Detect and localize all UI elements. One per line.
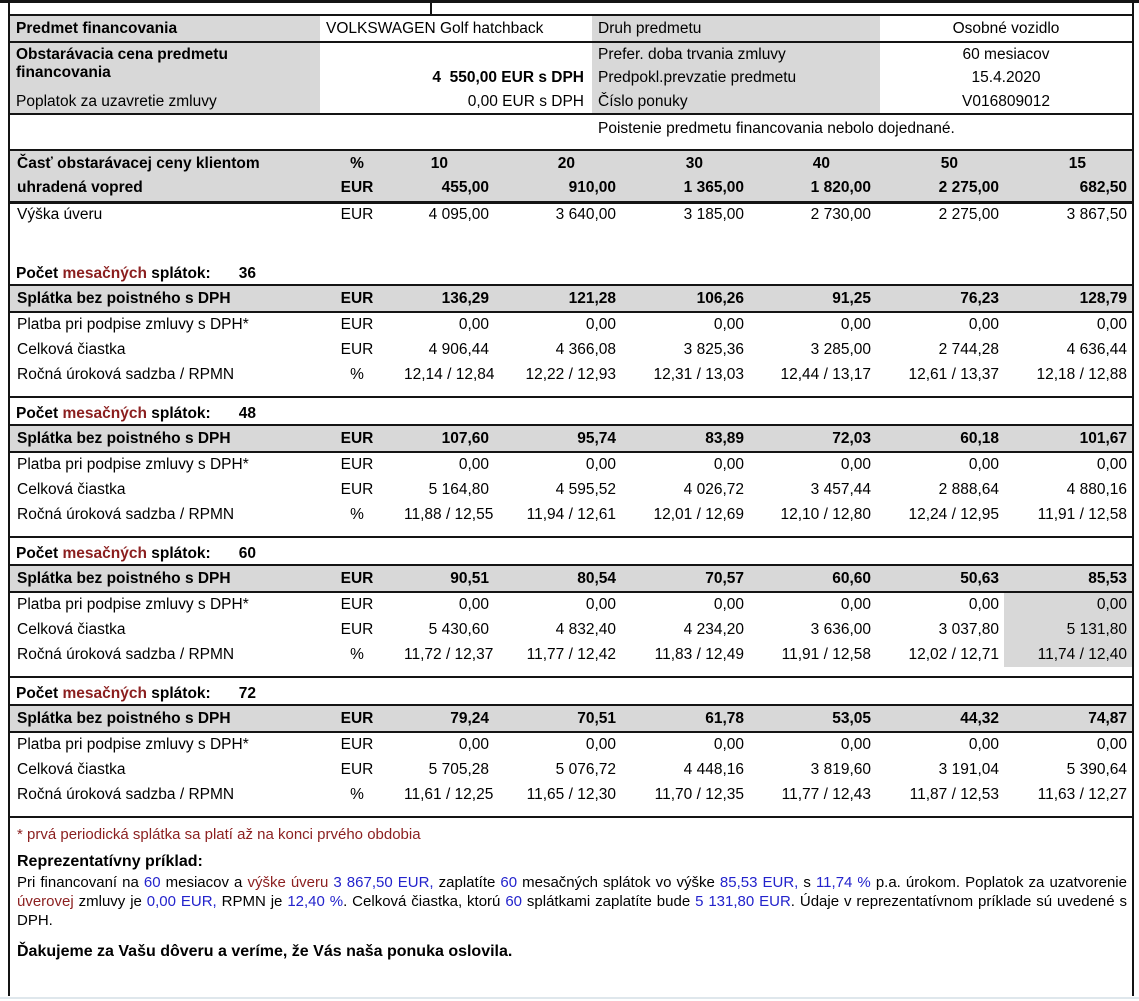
example-segment: 60 <box>505 893 522 910</box>
insurance-note: Poistenie predmetu financovania nebolo dojednané. <box>592 114 1132 143</box>
empty-cell <box>10 114 592 143</box>
row-label: Splátka bez poistného s DPH <box>10 285 316 312</box>
value-cell: 5 076,72 <box>555 760 616 778</box>
title-text: Počet <box>16 405 63 423</box>
downpayment-percent-cell: 50 <box>876 150 1004 176</box>
installment-cell: 70,57 <box>621 565 749 592</box>
row-label: Platba pri podpise zmluvy s DPH* <box>17 456 249 474</box>
example-segment: 60 <box>500 874 518 891</box>
value-cell: 0,00 <box>840 596 871 614</box>
example-segment: úverovej <box>17 893 74 910</box>
section-title-row <box>10 257 1132 285</box>
value-cell: 5 390,64 <box>1066 760 1127 778</box>
spacer-row <box>10 227 1132 257</box>
value-cell: 0,00 <box>585 316 616 334</box>
downpayment-header-row <box>10 150 1132 176</box>
data-row <box>10 782 1132 807</box>
object-type-label: Druh predmetu <box>592 15 880 42</box>
unit-cell: % <box>316 150 398 176</box>
price-value: 4 550,00 EUR s DPH <box>432 69 584 87</box>
title-text: splátok: <box>146 405 211 423</box>
value-cell: 3 037,80 <box>938 620 999 638</box>
example-segment: mesačných splátok vo výške <box>517 874 720 891</box>
title-text: Počet <box>16 685 63 703</box>
unit-cell: EUR <box>340 736 374 754</box>
example-segment: s <box>798 874 816 891</box>
loan-amount-cell: 3 867,50 <box>1066 206 1127 224</box>
unit-cell: % <box>350 505 364 523</box>
title-text: Počet <box>16 545 63 563</box>
value-cell: 12,24 / 12,95 <box>908 505 999 523</box>
months-count: 72 <box>238 685 256 703</box>
value-cell: 11,61 / 12,25 <box>404 785 494 803</box>
value-cell: 0,00 <box>713 596 744 614</box>
price-label: Obstarávacia cena predmetu financovania <box>10 42 320 90</box>
unit-cell: EUR <box>340 340 374 358</box>
value-cell: 4 906,44 <box>428 340 489 358</box>
example-segment: 85,53 EUR, <box>719 874 799 891</box>
data-row <box>10 337 1132 362</box>
unit-cell: % <box>350 785 364 803</box>
installment-cell: 136,29 <box>398 285 494 312</box>
fee-label: Poplatok za uzavretie zmluvy <box>10 90 320 114</box>
title-text: splátok: <box>146 265 211 283</box>
value-cell: 12,22 / 12,93 <box>525 365 616 383</box>
title-red-word: mesačných <box>62 265 147 283</box>
installment-cell: 60,60 <box>749 565 876 592</box>
page-top-border <box>0 0 1139 3</box>
value-cell: 11,94 / 12,61 <box>526 505 616 523</box>
downpayment-percent-cell: 10 <box>398 150 494 176</box>
installment-cell: 61,78 <box>621 705 749 732</box>
loan-amount-cell: 3 185,00 <box>683 206 744 224</box>
section-divider <box>10 387 1132 397</box>
value-cell: 12,01 / 12,69 <box>653 505 744 523</box>
value-cell: 5 164,80 <box>428 480 489 498</box>
value-cell: 4 448,16 <box>683 760 744 778</box>
section-title-row <box>10 397 1132 425</box>
installment-cell: 107,60 <box>398 425 494 452</box>
value-cell: 0,00 <box>713 736 744 754</box>
value-cell: 0,00 <box>968 596 999 614</box>
downpayment-header-row <box>10 176 1132 202</box>
value-cell: 0,00 <box>840 736 871 754</box>
example-segment: 12,40 % <box>287 893 344 910</box>
subject-label: Predmet financovania <box>10 15 320 42</box>
value-cell: 3 636,00 <box>810 620 871 638</box>
loan-amount-cell: 3 640,00 <box>555 206 616 224</box>
row-label: Ročná úroková sadzba / RPMN <box>17 505 235 523</box>
title-text: splátok: <box>146 545 211 563</box>
handover-label: Predpokl.prevzatie predmetu <box>592 66 880 90</box>
top-cell-divider <box>430 0 432 15</box>
value-cell: 0,00 <box>1096 316 1127 334</box>
subject-value: VOLKSWAGEN Golf hatchback <box>320 15 592 42</box>
unit-cell: EUR <box>340 596 374 614</box>
value-cell: 3 819,60 <box>810 760 871 778</box>
value-cell: 0,00 <box>585 456 616 474</box>
unit-cell: % <box>350 645 364 663</box>
spacer-cell <box>10 227 1132 257</box>
row-label: Celková čiastka <box>17 620 126 638</box>
loan-amount-cell: 2 275,00 <box>938 206 999 224</box>
duration-label: Prefer. doba trvania zmluvy <box>592 42 880 66</box>
data-row <box>10 617 1132 642</box>
title-red-word: mesačných <box>62 685 147 703</box>
value-cell: 2 888,64 <box>938 480 999 498</box>
example-segment: výške úveru <box>247 874 329 891</box>
data-row <box>10 732 1132 757</box>
title-text: Počet <box>16 265 63 283</box>
installment-cell: 83,89 <box>621 425 749 452</box>
row-label: Splátka bez poistného s DPH <box>10 425 316 452</box>
value-cell: 11,63 / 12,27 <box>1037 785 1127 803</box>
installment-cell: 95,74 <box>494 425 621 452</box>
value-cell: 3 825,36 <box>683 340 744 358</box>
value-cell: 0,00 <box>1096 736 1127 754</box>
value-cell: 0,00 <box>713 316 744 334</box>
title-red-word: mesačných <box>62 405 147 423</box>
value-cell: 0,00 <box>585 596 616 614</box>
section-title <box>10 397 1132 425</box>
value-cell: 3 457,44 <box>810 480 871 498</box>
value-cell: 0,00 <box>458 456 489 474</box>
value-cell: 0,00 <box>968 456 999 474</box>
value-cell: 0,00 <box>1004 592 1132 617</box>
row-label: Celková čiastka <box>17 760 126 778</box>
value-cell: 0,00 <box>1096 456 1127 474</box>
example-segment: 3 867,50 EUR, <box>328 874 434 891</box>
data-row <box>10 642 1132 667</box>
value-cell: 12,02 / 12,71 <box>908 645 999 663</box>
section-divider <box>10 527 1132 537</box>
example-segment: . Údaje v reprezentatívnom príklade sú uvedené s DPH. <box>17 893 1128 929</box>
unit-cell: EUR <box>340 206 374 224</box>
value-cell: 4 880,16 <box>1066 480 1127 498</box>
example-segment: . Celková čiastka, ktorú <box>343 893 506 910</box>
handover-value: 15.4.2020 <box>971 69 1041 87</box>
unit-cell: EUR <box>340 620 374 638</box>
value-cell: 12,61 / 13,37 <box>908 365 999 383</box>
installment-cell: 91,25 <box>749 285 876 312</box>
thank-you-line: Ďakujeme za Vašu dôveru a veríme, že Vás naša ponuka oslovila. <box>17 943 513 960</box>
example-segment: 0,00 EUR, <box>146 893 217 910</box>
unit-cell: EUR <box>316 705 398 732</box>
data-row <box>10 757 1132 782</box>
downpayment-amount-cell: 455,00 <box>398 176 494 202</box>
unit-cell: EUR <box>316 176 398 202</box>
section-title-row <box>10 677 1132 705</box>
value-cell: 11,91 / 12,58 <box>781 645 871 663</box>
row-label: Platba pri podpise zmluvy s DPH* <box>17 596 249 614</box>
unit-cell: EUR <box>340 760 374 778</box>
installment-cell: 121,28 <box>494 285 621 312</box>
unit-cell: EUR <box>316 285 398 312</box>
section-divider <box>10 667 1132 677</box>
value-cell: 4 595,52 <box>555 480 616 498</box>
value-cell: 11,65 / 12,30 <box>526 785 616 803</box>
data-row <box>10 362 1132 387</box>
divider-cell <box>10 387 1132 397</box>
value-cell: 3 285,00 <box>810 340 871 358</box>
financing-variants-table <box>10 149 1132 818</box>
value-cell: 0,00 <box>585 736 616 754</box>
downpayment-amount-cell: 910,00 <box>494 176 621 202</box>
representative-example-text <box>17 873 1127 930</box>
fee-value: 0,00 EUR s DPH <box>320 90 592 114</box>
section-title <box>10 677 1132 705</box>
row-label: Splátka bez poistného s DPH <box>10 565 316 592</box>
divider-cell <box>10 527 1132 537</box>
downpayment-header-label: Časť obstarávacej ceny klientom <box>10 150 316 176</box>
row-label: Celková čiastka <box>17 340 126 358</box>
value-cell: 4 636,44 <box>1066 340 1127 358</box>
loan-amount-row <box>10 202 1132 227</box>
months-count: 36 <box>238 265 256 283</box>
value-cell: 0,00 <box>968 316 999 334</box>
value-cell: 11,77 / 12,42 <box>526 645 616 663</box>
duration-value: 60 mesiacov <box>962 45 1050 63</box>
example-segment: p.a. úrokom. Poplatok za uzatvorenie <box>870 874 1127 891</box>
value-cell: 11,83 / 12,49 <box>654 645 744 663</box>
value-cell: 0,00 <box>458 316 489 334</box>
title-text: splátok: <box>146 685 211 703</box>
value-cell: 2 744,28 <box>938 340 999 358</box>
value-cell: 4 366,08 <box>555 340 616 358</box>
example-segment: splátkami zaplatíte bude <box>522 893 696 910</box>
unit-cell: EUR <box>340 316 374 334</box>
example-segment: zmluvy je <box>73 893 147 910</box>
installment-cell: 101,67 <box>1004 425 1132 452</box>
loan-amount-cell: 4 095,00 <box>428 206 489 224</box>
downpayment-percent-cell: 20 <box>494 150 621 176</box>
value-cell: 0,00 <box>968 736 999 754</box>
installment-row <box>10 705 1132 732</box>
unit-cell: EUR <box>316 565 398 592</box>
example-segment: 11,74 % <box>815 874 871 891</box>
value-cell: 0,00 <box>840 316 871 334</box>
value-cell: 11,88 / 12,55 <box>404 505 494 523</box>
row-label: Platba pri podpise zmluvy s DPH* <box>17 316 249 334</box>
installment-cell: 85,53 <box>1004 565 1132 592</box>
value-cell: 11,87 / 12,53 <box>909 785 999 803</box>
contract-info-table <box>10 14 1132 143</box>
value-cell: 0,00 <box>458 736 489 754</box>
example-segment: mesiacov a <box>160 874 248 891</box>
value-cell: 5 131,80 <box>1004 617 1132 642</box>
installment-cell: 72,03 <box>749 425 876 452</box>
installment-cell: 44,32 <box>876 705 1004 732</box>
installment-cell: 74,87 <box>1004 705 1132 732</box>
data-row <box>10 477 1132 502</box>
unit-cell: % <box>350 365 364 383</box>
section-divider <box>10 807 1132 817</box>
downpayment-percent-cell: 40 <box>749 150 876 176</box>
downpayment-amount-cell: 682,50 <box>1004 176 1132 202</box>
price-row <box>10 42 1132 66</box>
value-cell: 4 234,20 <box>683 620 744 638</box>
downpayment-percent-cell: 15 <box>1004 150 1132 176</box>
example-segment: RPMN je <box>216 893 288 910</box>
value-cell: 5 705,28 <box>428 760 489 778</box>
downpayment-amount-cell: 2 275,00 <box>876 176 1004 202</box>
installment-row <box>10 425 1132 452</box>
downpayment-amount-cell: 1 365,00 <box>621 176 749 202</box>
data-row <box>10 592 1132 617</box>
value-cell: 12,44 / 13,17 <box>780 365 871 383</box>
months-count: 60 <box>238 545 256 563</box>
downpayment-amount-cell: 1 820,00 <box>749 176 876 202</box>
installment-cell: 53,05 <box>749 705 876 732</box>
section-title <box>10 537 1132 565</box>
value-cell: 11,72 / 12,37 <box>404 645 494 663</box>
value-cell: 3 191,04 <box>938 760 999 778</box>
row-label: Celková čiastka <box>17 480 126 498</box>
row-label: Platba pri podpise zmluvy s DPH* <box>17 736 249 754</box>
value-cell: 11,74 / 12,40 <box>1004 642 1132 667</box>
loan-amount-cell: 2 730,00 <box>810 206 871 224</box>
insurance-note-row <box>10 114 1132 143</box>
value-cell: 0,00 <box>840 456 871 474</box>
value-cell: 12,10 / 12,80 <box>780 505 871 523</box>
value-cell: 12,31 / 13,03 <box>653 365 744 383</box>
installment-cell: 76,23 <box>876 285 1004 312</box>
unit-cell: EUR <box>316 425 398 452</box>
value-cell: 11,77 / 12,43 <box>781 785 871 803</box>
value-cell: 5 430,60 <box>428 620 489 638</box>
row-label: Ročná úroková sadzba / RPMN <box>17 785 235 803</box>
row-label: Výška úveru <box>17 206 103 224</box>
subject-row <box>10 15 1132 42</box>
installment-row <box>10 285 1132 312</box>
page-bottom-border <box>0 997 1139 999</box>
row-label: Ročná úroková sadzba / RPMN <box>17 365 235 383</box>
months-count: 48 <box>238 405 256 423</box>
installment-cell: 79,24 <box>398 705 494 732</box>
document-content <box>10 14 1132 961</box>
representative-example-title: Reprezentatívny príklad: <box>17 853 203 870</box>
section-title-row <box>10 537 1132 565</box>
value-cell: 12,18 / 12,88 <box>1036 365 1127 383</box>
page-right-border <box>1132 0 1134 996</box>
object-type-value: Osobné vozidlo <box>880 15 1132 42</box>
value-cell: 11,91 / 12,58 <box>1037 505 1127 523</box>
installment-cell: 106,26 <box>621 285 749 312</box>
value-cell: 12,14 / 12,84 <box>404 365 494 383</box>
first-installment-footnote: * prvá periodická splátka sa platí až na konci prvého obdobia <box>17 826 421 843</box>
downpayment-header-label: uhradená vopred <box>10 176 316 202</box>
row-label: Ročná úroková sadzba / RPMN <box>17 645 235 663</box>
installment-cell: 90,51 <box>398 565 494 592</box>
installment-cell: 80,54 <box>494 565 621 592</box>
data-row <box>10 312 1132 337</box>
installment-row <box>10 565 1132 592</box>
installment-cell: 50,63 <box>876 565 1004 592</box>
unit-cell: EUR <box>340 480 374 498</box>
downpayment-percent-cell: 30 <box>621 150 749 176</box>
title-red-word: mesačných <box>62 545 147 563</box>
value-cell: 11,70 / 12,35 <box>654 785 744 803</box>
example-segment: 60 <box>143 874 161 891</box>
value-cell: 0,00 <box>713 456 744 474</box>
offer-number-label: Číslo ponuky <box>592 90 880 114</box>
installment-cell: 70,51 <box>494 705 621 732</box>
value-cell: 0,00 <box>458 596 489 614</box>
section-title <box>10 257 1132 285</box>
example-segment: 5 131,80 EUR <box>695 893 791 910</box>
divider-cell <box>10 807 1132 817</box>
example-segment: zaplatíte <box>433 874 501 891</box>
data-row <box>10 502 1132 527</box>
installment-cell: 128,79 <box>1004 285 1132 312</box>
unit-cell: EUR <box>340 456 374 474</box>
example-segment: Pri financovaní na <box>17 874 144 891</box>
fee-row <box>10 90 1132 114</box>
row-label: Splátka bez poistného s DPH <box>10 705 316 732</box>
installment-cell: 60,18 <box>876 425 1004 452</box>
value-cell: 4 026,72 <box>683 480 744 498</box>
divider-cell <box>10 667 1132 677</box>
data-row <box>10 452 1132 477</box>
offer-number-value: V016809012 <box>880 90 1132 114</box>
value-cell: 4 832,40 <box>555 620 616 638</box>
